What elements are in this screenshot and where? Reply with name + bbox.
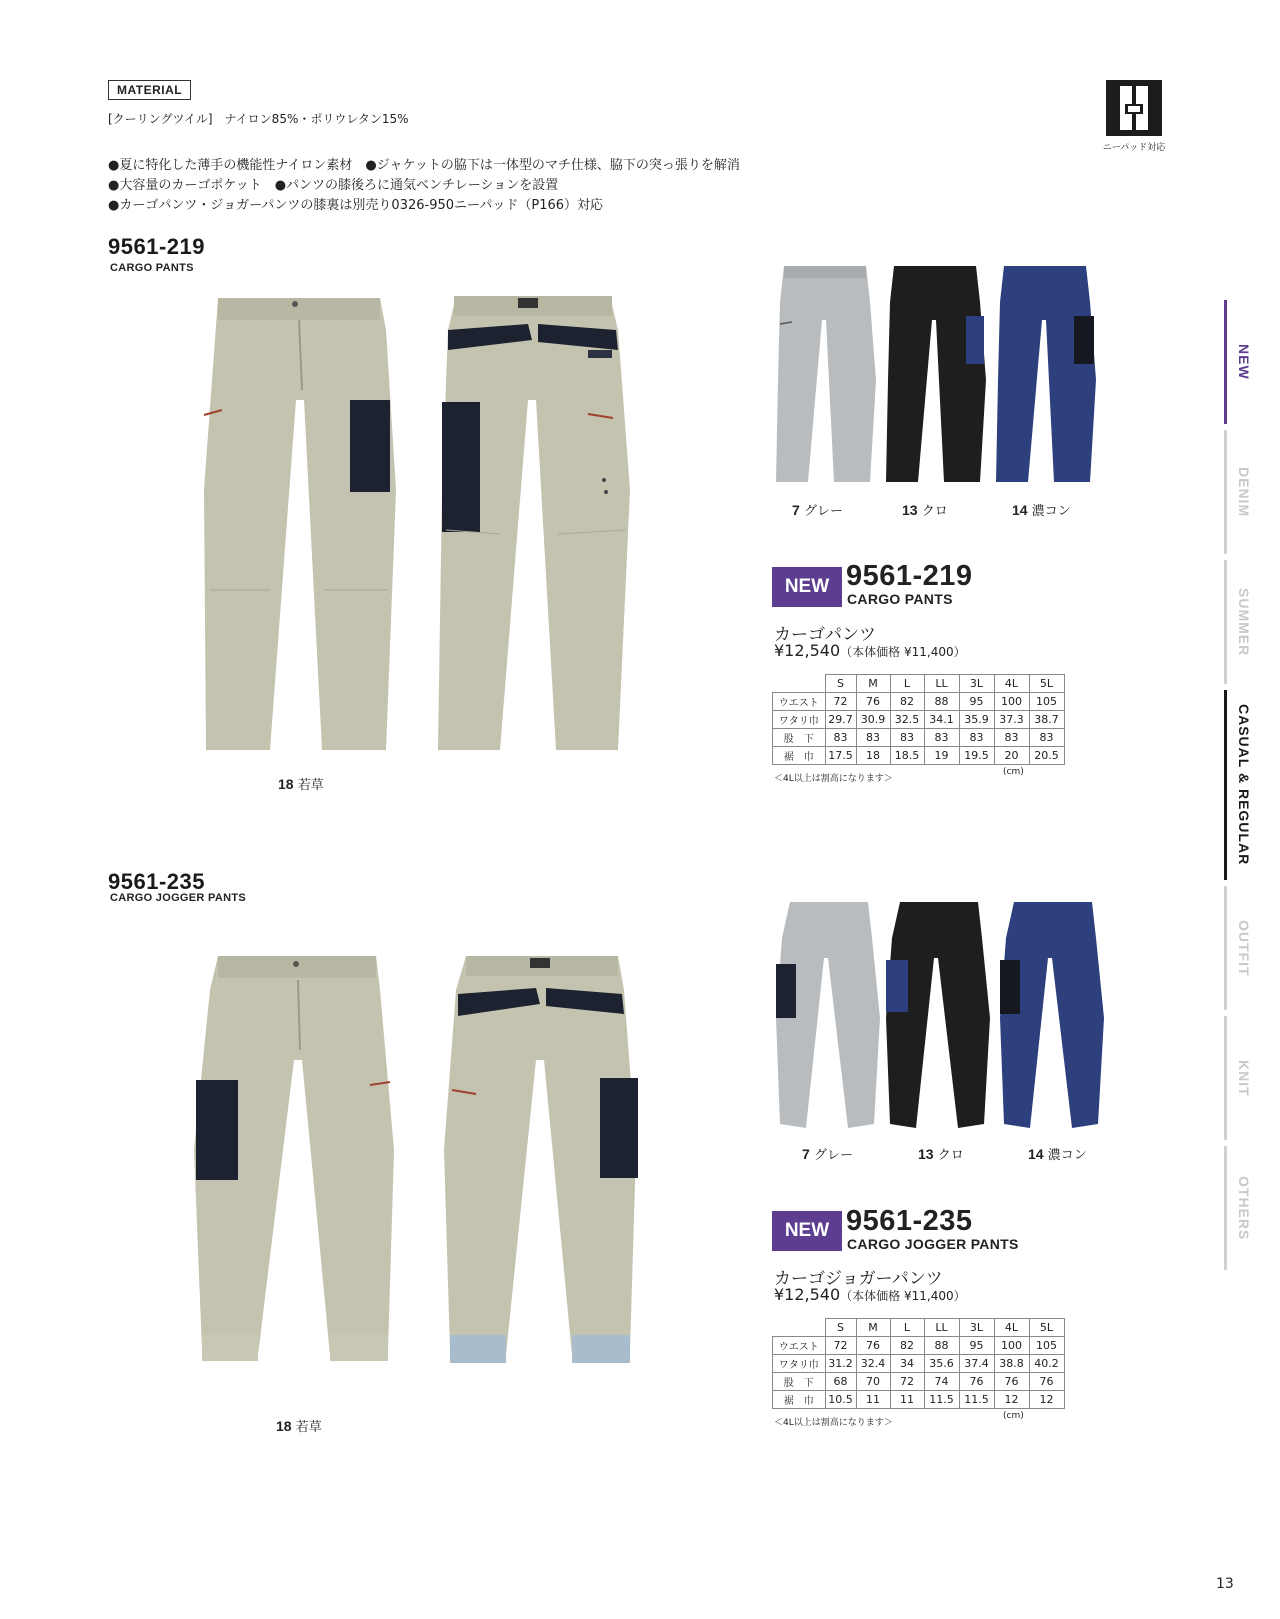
product-subtitle-large: CARGO JOGGER PANTS (847, 1236, 1019, 1252)
page-number: 13 (1216, 1576, 1234, 1592)
tab-label: KNIT (1236, 1059, 1252, 1097)
main-color-caption (276, 1416, 322, 1435)
size-cell: 31.2 (825, 1355, 856, 1373)
size-cell: 20 (994, 747, 1029, 765)
tab-indicator (1224, 560, 1227, 684)
size-cell: 18 (856, 747, 890, 765)
tab-indicator (1224, 886, 1227, 1010)
material-text: [クーリングツイル] ナイロン85%・ポリウレタン15% (108, 112, 409, 126)
size-cell: 76 (1029, 1373, 1064, 1391)
size-cell: 100 (994, 1337, 1029, 1355)
size-header-cell: M (856, 1319, 890, 1337)
price-note: （本体価格 ¥11,400） (840, 1289, 966, 1303)
variant-caption-navy (1012, 500, 1071, 519)
size-header-cell (773, 1319, 826, 1337)
size-row-label: 裾 巾 (773, 747, 826, 765)
size-header-cell: LL (924, 1319, 959, 1337)
size-cell: 88 (924, 693, 959, 711)
tab-label: DENIM (1236, 466, 1252, 518)
product-subtitle: CARGO PANTS (110, 262, 194, 274)
price-note: （本体価格 ¥11,400） (840, 645, 966, 659)
tab-indicator (1224, 1016, 1227, 1140)
variant-num: 7 (792, 502, 800, 518)
size-cell: 82 (890, 693, 924, 711)
size-row-label: ウエスト (773, 1337, 826, 1355)
size-table (772, 1318, 1065, 1409)
size-row-label: 股 下 (773, 729, 826, 747)
size-cell: 18.5 (890, 747, 924, 765)
size-cell: 83 (890, 729, 924, 747)
tab-summer[interactable] (1224, 560, 1264, 684)
product-code-large: 9561-219 (846, 560, 973, 592)
size-header-cell: LL (924, 675, 959, 693)
variant-black (886, 902, 990, 1128)
size-cell: 72 (890, 1373, 924, 1391)
size-header-cell: 5L (1029, 675, 1064, 693)
size-row-label: ワタリ巾 (773, 711, 826, 729)
size-cell: 76 (959, 1373, 994, 1391)
size-cell: 29.7 (825, 711, 856, 729)
size-header-cell: 4L (994, 675, 1029, 693)
cargo-pants-main-photo (200, 290, 620, 760)
jogger-pants-main-photo (190, 950, 630, 1400)
main-color-num: 18 (278, 776, 294, 792)
size-cell: 17.5 (825, 747, 856, 765)
variant-caption-grey (792, 500, 843, 519)
size-header-cell: 5L (1029, 1319, 1064, 1337)
tab-casual-regular[interactable] (1224, 690, 1264, 880)
size-table-row (773, 729, 1065, 747)
size-cell: 74 (924, 1373, 959, 1391)
tab-knit[interactable] (1224, 1016, 1264, 1140)
tab-label: OUTFIT (1236, 919, 1252, 977)
knee-pad-label: ニーパッド対応 (1102, 143, 1166, 153)
size-table (772, 674, 1065, 765)
new-badge: NEW (772, 1211, 842, 1251)
product-price (774, 641, 966, 660)
variant-name: クロ (937, 1148, 964, 1163)
variant-name: クロ (921, 504, 948, 519)
variant-caption-black (918, 1144, 964, 1163)
size-cell: 40.2 (1029, 1355, 1064, 1373)
size-header-cell (773, 675, 826, 693)
size-cell: 34 (890, 1355, 924, 1373)
size-header-cell: 3L (959, 1319, 994, 1337)
size-cell: 95 (959, 1337, 994, 1355)
size-cell: 105 (1029, 1337, 1064, 1355)
product-subtitle: CARGO JOGGER PANTS (110, 892, 246, 904)
size-cell: 32.5 (890, 711, 924, 729)
size-cell: 19 (924, 747, 959, 765)
size-unit: (cm) (1003, 767, 1024, 777)
variant-caption-navy (1028, 1144, 1087, 1163)
price-value: ¥12,540 (774, 641, 841, 660)
size-cell: 72 (825, 1337, 856, 1355)
size-table-row (773, 747, 1065, 765)
size-header-cell: 3L (959, 675, 994, 693)
variant-num: 13 (918, 1146, 934, 1162)
size-cell: 19.5 (959, 747, 994, 765)
price-value: ¥12,540 (774, 1285, 841, 1304)
feature-line-1: ●夏に特化した薄手の機能性ナイロン素材 ●ジャケットの脇下は一体型のマチ仕様、脇下の突っ張りを解消 (108, 158, 740, 173)
size-table-row (773, 1373, 1065, 1391)
size-cell: 83 (856, 729, 890, 747)
variant-caption-grey (802, 1144, 853, 1163)
main-color-name: 若草 (295, 1420, 322, 1435)
variant-black (886, 266, 986, 482)
size-table-header (773, 1319, 1065, 1337)
size-table-row (773, 711, 1065, 729)
material-tag: MATERIAL (108, 80, 191, 100)
variant-grey (776, 902, 880, 1128)
size-cell: 83 (994, 729, 1029, 747)
main-color-caption (278, 774, 324, 793)
size-cell: 30.9 (856, 711, 890, 729)
size-cell: 72 (825, 693, 856, 711)
size-table-row (773, 1337, 1065, 1355)
size-cell: 105 (1029, 693, 1064, 711)
tab-indicator (1224, 690, 1227, 880)
tab-label: SUMMER (1236, 587, 1252, 657)
size-row-label: 裾 巾 (773, 1391, 826, 1409)
variant-name: グレー (813, 1148, 853, 1163)
variant-name: 濃コン (1031, 504, 1071, 519)
size-cell: 12 (1029, 1391, 1064, 1409)
tab-others[interactable] (1224, 1146, 1264, 1270)
product-name-jp: カーゴパンツ (774, 625, 876, 645)
variant-name: 濃コン (1047, 1148, 1087, 1163)
tab-denim[interactable] (1224, 430, 1264, 554)
new-badge: NEW (772, 567, 842, 607)
jogger-pants-back (444, 956, 638, 1363)
size-cell: 11.5 (959, 1391, 994, 1409)
size-header-cell: L (890, 675, 924, 693)
size-cell: 12 (994, 1391, 1029, 1409)
main-color-num: 18 (276, 1418, 292, 1434)
variant-caption-black (902, 500, 948, 519)
size-cell: 76 (994, 1373, 1029, 1391)
product-code: 9561-235 (108, 869, 205, 894)
tab-indicator (1224, 430, 1227, 554)
size-row-label: ウエスト (773, 693, 826, 711)
size-cell: 83 (959, 729, 994, 747)
size-cell: 20.5 (1029, 747, 1064, 765)
size-cell: 11 (890, 1391, 924, 1409)
size-header-cell: L (890, 1319, 924, 1337)
size-row-label: ワタリ巾 (773, 1355, 826, 1373)
product-code: 9561-219 (108, 234, 205, 259)
jogger-pants-front (194, 956, 394, 1361)
tab-label: OTHERS (1236, 1175, 1252, 1241)
tab-indicator (1224, 1146, 1227, 1270)
category-tabs (1224, 300, 1264, 1300)
jogger-pants-color-variants (776, 898, 1116, 1138)
tab-label: NEW (1236, 344, 1252, 380)
size-cell: 68 (825, 1373, 856, 1391)
size-cell: 83 (1029, 729, 1064, 747)
size-unit: (cm) (1003, 1411, 1024, 1421)
size-note: ＜4L以上は割高になります＞ (774, 1418, 893, 1428)
variant-num: 14 (1028, 1146, 1044, 1162)
variant-navy (1000, 902, 1104, 1128)
size-header-cell: S (825, 675, 856, 693)
size-cell: 34.1 (924, 711, 959, 729)
size-cell: 38.8 (994, 1355, 1029, 1373)
cargo-pants-back (438, 296, 630, 750)
size-cell: 35.9 (959, 711, 994, 729)
size-table-row (773, 1391, 1065, 1409)
knee-pad-icon (1106, 80, 1162, 136)
size-cell: 76 (856, 693, 890, 711)
size-cell: 95 (959, 693, 994, 711)
size-cell: 37.3 (994, 711, 1029, 729)
product-subtitle-large: CARGO PANTS (847, 591, 953, 607)
size-cell: 70 (856, 1373, 890, 1391)
variant-num: 13 (902, 502, 918, 518)
size-cell: 83 (924, 729, 959, 747)
variant-grey (776, 266, 876, 482)
size-header-cell: S (825, 1319, 856, 1337)
size-cell: 82 (890, 1337, 924, 1355)
cargo-pants-color-variants (778, 262, 1108, 492)
tab-indicator (1224, 300, 1227, 424)
variant-name: グレー (803, 504, 843, 519)
cargo-pants-front (204, 298, 396, 750)
size-cell: 83 (825, 729, 856, 747)
size-header-cell: M (856, 675, 890, 693)
feature-line-2: ●大容量のカーゴポケット ●パンツの膝後ろに通気ベンチレーションを設置 (108, 178, 559, 193)
variant-navy (996, 266, 1096, 482)
size-cell: 38.7 (1029, 711, 1064, 729)
size-cell: 37.4 (959, 1355, 994, 1373)
tab-new[interactable] (1224, 300, 1264, 424)
feature-line-3: ●カーゴパンツ・ジョガーパンツの膝裏は別売り0326-950ニーパッド（P166）対応 (108, 198, 604, 213)
product-price (774, 1285, 966, 1304)
size-table-row (773, 693, 1065, 711)
size-cell: 76 (856, 1337, 890, 1355)
size-row-label: 股 下 (773, 1373, 826, 1391)
variant-num: 14 (1012, 502, 1028, 518)
size-header-cell: 4L (994, 1319, 1029, 1337)
product-name-jp: カーゴジョガーパンツ (774, 1269, 943, 1289)
size-cell: 11.5 (924, 1391, 959, 1409)
size-table-header (773, 675, 1065, 693)
size-cell: 88 (924, 1337, 959, 1355)
main-color-name: 若草 (297, 778, 324, 793)
size-cell: 100 (994, 693, 1029, 711)
size-note: ＜4L以上は割高になります＞ (774, 774, 893, 784)
tab-label: CASUAL & REGULAR (1236, 704, 1252, 866)
size-cell: 35.6 (924, 1355, 959, 1373)
tab-outfit[interactable] (1224, 886, 1264, 1010)
size-cell: 11 (856, 1391, 890, 1409)
variant-num: 7 (802, 1146, 810, 1162)
size-cell: 10.5 (825, 1391, 856, 1409)
size-table-row (773, 1355, 1065, 1373)
size-cell: 32.4 (856, 1355, 890, 1373)
product-code-large: 9561-235 (846, 1205, 973, 1237)
